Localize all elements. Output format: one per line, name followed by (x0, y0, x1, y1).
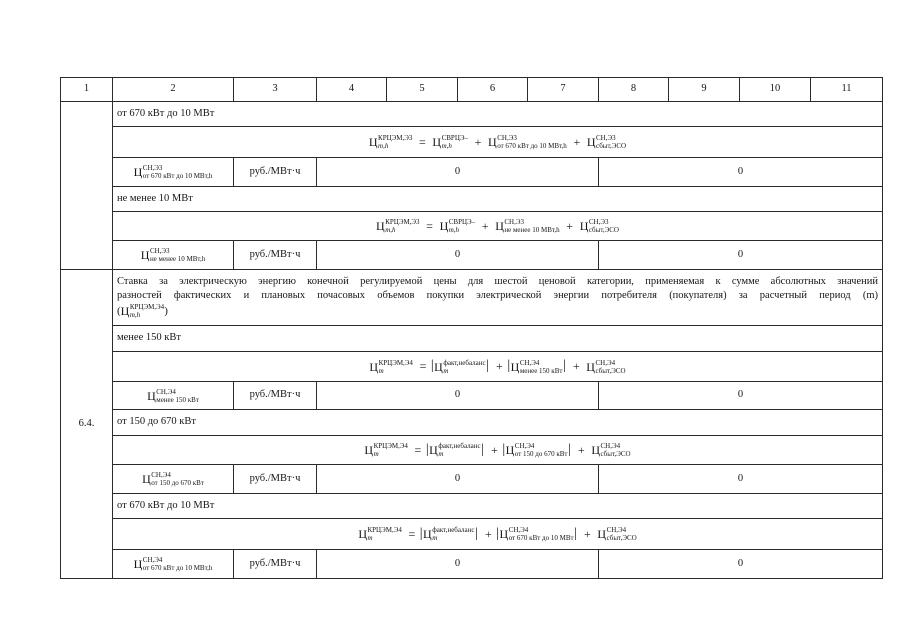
symbol-base: Ц (505, 443, 515, 457)
price-symbol (432, 134, 468, 150)
unit-cell: руб./МВт·ч (234, 465, 317, 494)
price-symbol (121, 303, 165, 319)
symbol-superscript: СН,Э4 (606, 526, 627, 534)
price-symbol (134, 164, 213, 180)
symbol-superscript: факт,небаланс (443, 358, 486, 367)
symbol-superscript: КРЦЭМ,Э4 (129, 303, 165, 312)
symbol-subscript: от 150 до 670 кВт (151, 479, 204, 487)
symbol-superscript: СВРЦЭ– (448, 218, 476, 226)
symbol-subscript: m (378, 366, 384, 375)
symbol-indices (150, 247, 205, 263)
price-symbol (488, 134, 567, 150)
range-label: от 670 кВт до 10 МВт (113, 494, 883, 519)
symbol-superscript: СН,Э3 (588, 218, 609, 226)
price-symbol (580, 218, 619, 234)
range-label-row (61, 187, 883, 212)
value-row (61, 241, 883, 270)
value-cell: 0 (599, 465, 883, 494)
symbol-base: Ц (499, 527, 509, 541)
symbol-indices (156, 388, 199, 404)
column-number-header: 11 (811, 78, 883, 102)
symbol-subscript: от 670 кВт до 10 МВт (508, 534, 574, 542)
symbol-base: Ц (495, 219, 504, 233)
component-symbol-cell (113, 158, 234, 187)
formula-row (61, 212, 883, 241)
abs-bar: | (502, 441, 506, 457)
symbol-indices (443, 359, 485, 375)
symbol-indices (449, 218, 475, 234)
abs-bar: | (481, 441, 484, 457)
symbol-subscript: не менее 10 МВт,h (504, 226, 560, 234)
range-label-row (61, 326, 883, 352)
symbol-superscript: СН,Э3 (497, 134, 517, 142)
symbol-subscript: сбыт,ЭСО (588, 226, 619, 234)
symbol-indices (379, 359, 413, 375)
symbol-subscript: сбыт,ЭСО (600, 450, 631, 458)
price-symbol (376, 218, 420, 234)
column-number-header: 9 (669, 78, 740, 102)
column-number-header: 10 (740, 78, 811, 102)
section-description (113, 270, 883, 326)
unit-cell: руб./МВт·ч (234, 382, 317, 410)
symbol-base: Ц (140, 248, 150, 262)
plus-sign: + (584, 526, 591, 541)
symbol-subscript: m (438, 450, 444, 458)
range-label-row (61, 494, 883, 519)
open-paren: ( (117, 305, 121, 318)
value-cell: 0 (599, 550, 883, 579)
value-cell: 0 (317, 550, 599, 579)
symbol-superscript: КРЦЭМ,Э3 (385, 218, 420, 226)
symbol-subscript: m,h (129, 311, 141, 320)
value-cell: 0 (317, 241, 599, 270)
equals-sign: = (419, 359, 427, 374)
price-symbol (597, 526, 636, 542)
symbol-base: Ц (142, 472, 151, 486)
range-label: менее 150 кВт (113, 326, 883, 352)
column-number-header: 7 (528, 78, 599, 102)
component-symbol-cell (113, 241, 234, 270)
symbol-base: Ц (364, 443, 374, 457)
symbol-indices (497, 134, 567, 150)
description-symbol-line (117, 303, 878, 319)
symbol-base: Ц (488, 135, 497, 149)
symbol-base: Ц (376, 219, 385, 233)
plus-sign: + (491, 442, 498, 457)
symbol-subscript: m,h (378, 142, 389, 150)
symbol-superscript: КРЦЭМ,Э4 (373, 442, 408, 450)
price-symbol (423, 526, 474, 542)
abs-bar: | (567, 441, 571, 457)
symbol-indices (504, 218, 559, 234)
symbol-subscript: от 670 кВт до 10 МВт,h (142, 172, 213, 180)
symbol-superscript: КРЦЭМ,Э4 (367, 526, 402, 534)
plus-sign: + (481, 218, 489, 233)
symbol-subscript: сбыт,ЭСО (606, 534, 637, 542)
abs-bar: | (507, 358, 511, 374)
equals-sign: = (419, 134, 426, 149)
symbol-indices (367, 526, 401, 542)
range-label: от 150 до 670 кВт (113, 410, 883, 436)
price-formula (113, 436, 883, 465)
plus-sign: + (566, 218, 574, 233)
formula-row (61, 436, 883, 465)
price-symbol (495, 218, 559, 234)
section-description-row (61, 270, 883, 326)
range-label-row (61, 102, 883, 127)
symbol-subscript: не менее 10 МВт,h (149, 255, 206, 263)
formula-row (61, 352, 883, 382)
close-paren: ) (164, 305, 168, 318)
equals-sign: = (426, 218, 433, 233)
symbol-superscript: СН,Э3 (142, 164, 163, 172)
equals-sign: = (408, 526, 416, 541)
symbol-base: Ц (510, 359, 520, 374)
symbol-base: Ц (423, 527, 432, 541)
symbol-indices (607, 526, 637, 542)
price-symbol (369, 134, 413, 150)
symbol-base: Ц (432, 135, 442, 149)
symbol-indices (509, 526, 574, 542)
symbol-indices (385, 218, 419, 234)
abs-bar: | (419, 525, 423, 541)
symbol-indices (143, 556, 213, 572)
formula-row (61, 127, 883, 158)
price-formula (113, 519, 883, 550)
value-row (61, 465, 883, 494)
symbol-subscript: сбыт,ЭСО (596, 142, 627, 150)
abs-bar: | (475, 525, 478, 541)
abs-bar: | (486, 358, 489, 374)
symbol-indices (143, 164, 213, 180)
symbol-subscript: менее 150 кВт (156, 395, 199, 404)
range-label-row (61, 410, 883, 436)
symbol-base: Ц (579, 219, 589, 233)
symbol-superscript: СН,Э4 (595, 358, 616, 367)
symbol-subscript: m,h (441, 142, 452, 150)
symbol-subscript: менее 150 кВт (519, 366, 563, 375)
symbol-subscript: m (367, 534, 373, 542)
symbol-indices (151, 471, 204, 487)
formula-row (61, 519, 883, 550)
column-number-header: 4 (317, 78, 387, 102)
symbol-superscript: факт,небаланс (432, 526, 475, 534)
plus-sign: + (474, 134, 482, 149)
range-label: не менее 10 МВт (113, 187, 883, 212)
symbol-superscript: СВРЦЭ– (441, 134, 469, 142)
symbol-base: Ц (586, 359, 595, 374)
symbol-base: Ц (591, 443, 600, 457)
symbol-base: Ц (133, 165, 143, 179)
price-symbol (429, 442, 480, 458)
column-number-header: 8 (599, 78, 669, 102)
symbol-indices (600, 442, 630, 458)
column-number-header: 3 (234, 78, 317, 102)
symbol-subscript: от 670 кВт до 10 МВт,h (497, 142, 567, 150)
price-symbol (434, 359, 485, 375)
symbol-base: Ц (429, 443, 438, 457)
symbol-base: Ц (439, 219, 449, 233)
abs-bar: | (562, 358, 566, 374)
symbol-superscript: СН,Э4 (508, 526, 529, 534)
symbol-superscript: СН,Э3 (504, 218, 524, 226)
symbol-subscript: от 150 до 670 кВт (514, 450, 568, 458)
column-number-header: 1 (61, 78, 113, 102)
price-symbol (511, 359, 563, 375)
symbol-superscript: КРЦЭМ,Э4 (378, 358, 413, 367)
price-formula (113, 212, 883, 241)
symbol-indices (589, 218, 619, 234)
symbol-indices (432, 526, 474, 542)
symbol-superscript: СН,Э4 (600, 442, 621, 450)
symbol-base: Ц (147, 388, 156, 403)
price-symbol (500, 526, 574, 542)
equals-sign: = (414, 442, 422, 457)
symbol-base: Ц (133, 557, 143, 571)
item-number-cell: 6.4. (61, 270, 113, 579)
value-row (61, 382, 883, 410)
abs-bar: | (496, 525, 500, 541)
abs-bar: | (574, 525, 577, 541)
tariff-table (60, 77, 883, 579)
price-symbol (506, 442, 568, 458)
symbol-base: Ц (597, 527, 607, 541)
symbol-superscript: СН,Э3 (596, 134, 616, 142)
symbol-indices (595, 359, 625, 375)
price-symbol (586, 359, 625, 375)
description-line: Ставка за электрическую энергию конечной регулируемой цены для шестой ценовой категории, применяемая к сумме абсолютных значений (117, 276, 878, 288)
price-symbol (591, 442, 630, 458)
abs-bar: | (425, 441, 429, 457)
price-symbol (142, 471, 204, 487)
column-number-header: 6 (458, 78, 528, 102)
plus-sign: + (577, 442, 585, 457)
symbol-superscript: СН,Э4 (514, 442, 535, 450)
symbol-superscript: СН,Э4 (151, 471, 171, 479)
value-cell: 0 (599, 382, 883, 410)
symbol-base: Ц (369, 359, 379, 374)
symbol-subscript: сбыт,ЭСО (595, 366, 626, 375)
column-number-header: 2 (113, 78, 234, 102)
plus-sign: + (573, 134, 581, 149)
symbol-superscript: факт,небаланс (438, 442, 481, 450)
plus-sign: + (484, 526, 492, 541)
symbol-base: Ц (358, 527, 367, 541)
column-number-header: 5 (387, 78, 458, 102)
symbol-subscript: m (373, 450, 379, 458)
symbol-superscript: СН,Э4 (519, 358, 540, 367)
price-symbol (587, 134, 626, 150)
symbol-subscript: от 670 кВт до 10 МВт,h (142, 564, 213, 572)
symbol-indices (130, 303, 164, 319)
value-cell: 0 (599, 158, 883, 187)
symbol-indices (442, 134, 468, 150)
symbol-base: Ц (434, 359, 443, 374)
symbol-subscript: m,h (385, 226, 396, 234)
symbol-superscript: СН,Э3 (149, 247, 170, 255)
price-symbol (134, 556, 213, 572)
component-symbol-cell (113, 382, 234, 410)
symbol-base: Ц (120, 304, 130, 319)
value-cell: 0 (317, 158, 599, 187)
unit-cell: руб./МВт·ч (234, 550, 317, 579)
symbol-subscript: m,h (448, 226, 460, 234)
description-line: разностей фактических и плановых почасовых объемов покупки электрической энергии потребителя (покупателя) за расчетный период (m) (117, 290, 878, 302)
value-row (61, 550, 883, 579)
price-symbol (369, 359, 413, 375)
price-symbol (147, 388, 199, 404)
price-formula (113, 352, 883, 382)
symbol-indices (438, 442, 480, 458)
symbol-superscript: СН,Э4 (142, 556, 163, 564)
price-symbol (440, 218, 476, 234)
symbol-indices (520, 359, 563, 375)
item-number-cell (61, 102, 113, 270)
range-label: от 670 кВт до 10 МВт (113, 102, 883, 127)
symbol-indices (374, 442, 408, 458)
symbol-base: Ц (586, 135, 596, 149)
symbol-indices (378, 134, 412, 150)
symbol-subscript: m (432, 534, 438, 542)
component-symbol-cell (113, 550, 234, 579)
symbol-subscript: m (443, 366, 449, 375)
abs-bar: | (430, 358, 434, 374)
value-cell: 0 (317, 465, 599, 494)
price-symbol (358, 526, 402, 542)
plus-sign: + (496, 359, 503, 374)
price-symbol (141, 247, 205, 263)
price-symbol (364, 442, 408, 458)
unit-cell: руб./МВт·ч (234, 158, 317, 187)
symbol-superscript: КРЦЭМ,Э3 (378, 134, 413, 142)
component-symbol-cell (113, 465, 234, 494)
price-formula (113, 127, 883, 158)
column-number-row (61, 78, 883, 102)
symbol-superscript: СН,Э4 (156, 387, 176, 396)
plus-sign: + (572, 359, 580, 374)
symbol-base: Ц (368, 135, 378, 149)
value-cell: 0 (599, 241, 883, 270)
symbol-indices (596, 134, 626, 150)
value-cell: 0 (317, 382, 599, 410)
unit-cell: руб./МВт·ч (234, 241, 317, 270)
symbol-indices (515, 442, 568, 458)
value-row (61, 158, 883, 187)
